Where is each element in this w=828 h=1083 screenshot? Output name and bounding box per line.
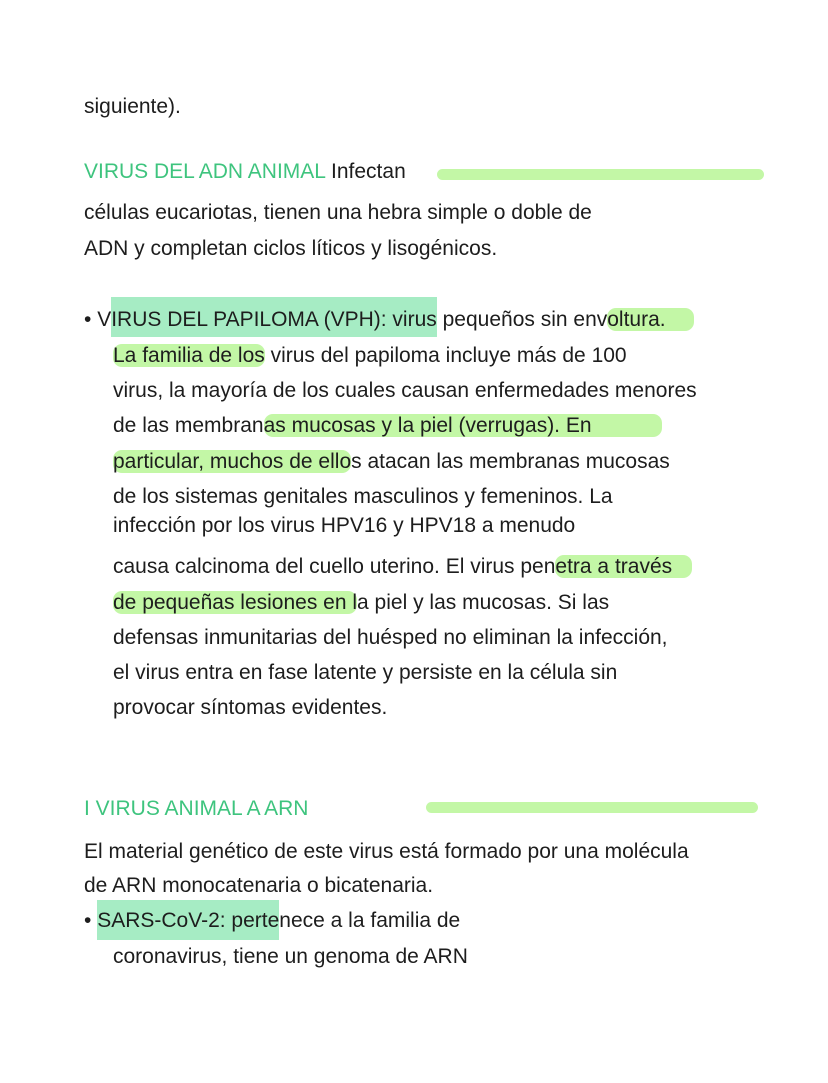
vph-line-8: causa calcinoma del cuello uterino. El virus penetra a través [113,554,692,580]
highlight-penetra: etra a través [555,555,692,578]
dna-heading-continuation: Infectan [325,160,406,183]
highlight-vph-envoltura: oltura. [607,308,693,331]
vph-line-7: infección por los virus HPV16 y HPV18 a menudo [113,514,576,537]
dna-heading-line [84,159,406,185]
section-title-rna: I VIRUS ANIMAL A ARN [84,797,309,820]
rna-line-1: El material genético de este virus está formado por una molécula [84,840,689,863]
sars-line-2: coronavirus, tiene un genoma de ARN [113,945,468,968]
vph-line-9: de pequeñas lesiones en la piel y las mucosas. Si las [113,591,610,614]
vph-line-1: • VIRUS DEL PAPILOMA (VPH): virus pequeños sin envoltura. [84,307,694,337]
highlight-stroke-dna [437,169,764,180]
vph-line-12: provocar síntomas evidentes. [113,696,388,719]
highlight-vph-title: IRUS DEL PAPILOMA (VPH): virus [111,297,437,337]
vph-line-10: defensas inmunitarias del huésped no eliminan la infección, [113,626,668,649]
section-title-dna: VIRUS DEL ADN ANIMAL [84,160,326,183]
bullet-marker: • [84,909,92,932]
highlight-sars: SARS-CoV-2: perte [97,900,279,940]
dna-line-2: ADN y completan ciclos líticos y lisogénicos. [84,237,498,260]
intro-tail: siguiente). [84,95,181,118]
highlight-lesiones: de pequeñas lesiones en l [113,591,358,614]
bullet-marker: • [84,308,92,331]
highlight-mucosas: as mucosas y la piel (verrugas). En [264,414,662,437]
highlight-stroke-rna [426,802,758,813]
vph-line-2: La familia de los virus del papiloma incluye más de 100 [113,344,627,367]
vph-line-6: de los sistemas genitales masculinos y femeninos. La [113,485,613,508]
vph-line-11: el virus entra en fase latente y persiste en la célula sin [113,661,618,684]
sars-line-1: • SARS-CoV-2: pertenece a la familia de [84,908,460,940]
dna-line-1: células eucariotas, tienen una hebra simple o doble de [84,201,592,224]
highlight-particular: particular, muchos de ello [113,450,352,473]
vph-line-4: de las membranas mucosas y la piel (verrugas). En [113,413,662,439]
vph-line-3: virus, la mayoría de los cuales causan enfermedades menores [113,379,697,402]
highlight-familia: La familia de los [113,344,265,367]
rna-line-2: de ARN monocatenaria o bicatenaria. [84,874,434,897]
vph-line-5: particular, muchos de ellos atacan las membranas mucosas [113,450,670,473]
